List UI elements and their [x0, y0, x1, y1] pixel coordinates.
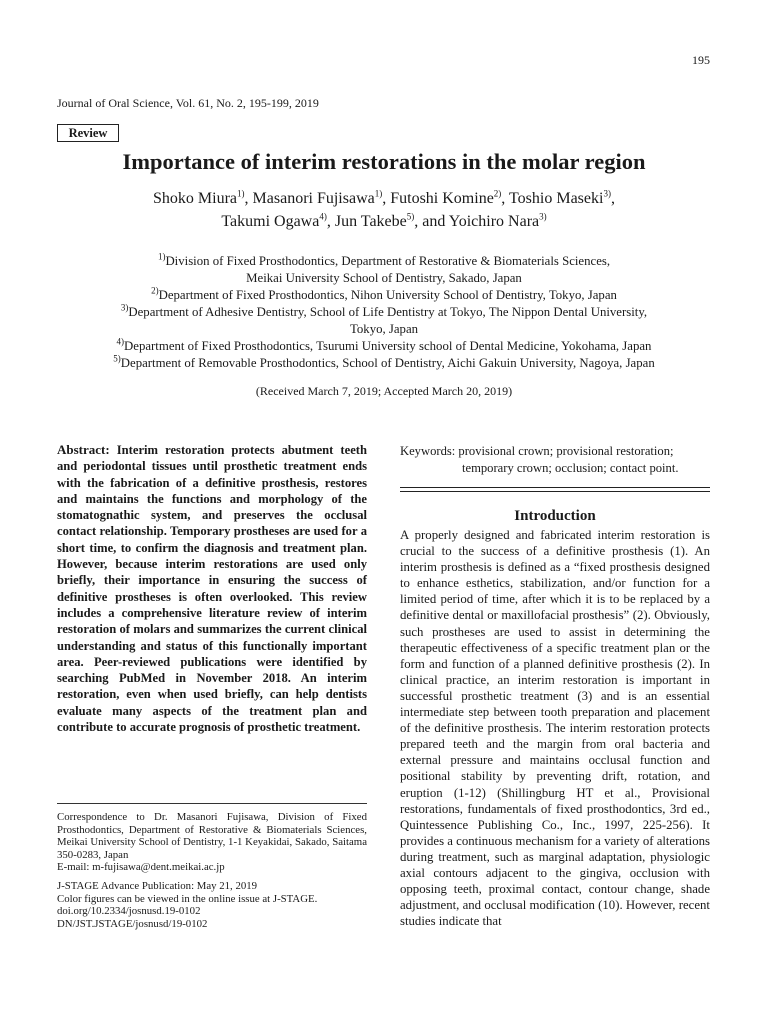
affiliation-text: Department of Fixed Prosthodontics, Nihon University School of Dentistry, Tokyo, Japan	[158, 288, 617, 302]
introduction-heading: Introduction	[514, 508, 596, 524]
email-line: E-mail: m-fujisawa@dent.meikai.ac.jp	[57, 861, 225, 874]
journal-citation: Journal of Oral Science, Vol. 61, No. 2, 195-199, 2019	[57, 96, 319, 110]
section-divider-bottom	[400, 491, 710, 492]
affiliation-text: Department of Fixed Prosthodontics, Tsurumi University school of Dental Medicine, Yokohama, Japan	[124, 339, 652, 353]
article-title: Importance of interim restorations in the molar region	[122, 149, 646, 174]
abstract	[57, 442, 367, 735]
author-separator: , and	[414, 213, 449, 230]
introduction-paragraph: A properly designed and fabricated interim restoration is crucial to the success of a definitive prosthesis (1). An interim prosthesis is defined as a “fixed prosthesis designed to enhance esthetics, stabilization, and/or function for a limited period of time, after which it is to be replaced by a definitive dental or maxillofacial prosthesis” (2). Obviously, such prostheses are used to assist in determining the therapeutic effectiveness of a specific treatment plan or the form and function of a planned definitive prosthesis (2). In clinical practice, an interim restoration is important in successful prosthetic treatment (3) and is an essential intermediate step between tooth preparation and placement of the definitive prosthesis. The interim restoration protects prepared teeth and the margin from oral bacteria and external pressure and maintains occlusal function and positional stability by preventing drift, rotation, and eruption (1-12) (Shillingburg HT et al., Provisional restorations, fundamentals of fixed prosthodontics, 3rd ed., Quintessence Publishing Co., Inc., 1997, 225-256). It provides a continuous mechanism for a variety of alterations during treatment, such as marginal adaptation, physiologic axial contours adjacent to the gingiva, occlusion with opposing teeth, proximal contact, contour change, shade adjustment, and occlusal modification (10). However, recent studies indicate that	[400, 528, 710, 929]
section-divider-top	[400, 487, 710, 488]
affiliation-text: Division of Fixed Prosthodontics, Department of Restorative & Biomaterials Sciences,	[165, 254, 611, 268]
author-list-line-2	[0, 213, 768, 231]
jstage-line: Color figures can be viewed in the online issue at J-STAGE.	[57, 892, 318, 905]
keywords-line-2: temporary crown; occlusion; contact point.	[462, 460, 679, 475]
author-separator: ,	[326, 213, 335, 230]
affiliation-item	[0, 355, 768, 372]
author-separator: ,	[244, 190, 253, 207]
page-number: 195	[692, 53, 710, 67]
affiliation-item	[0, 287, 768, 304]
jstage-line: J-STAGE Advance Publication: May 21, 2019	[57, 880, 258, 892]
abstract-label: Abstract:	[57, 442, 110, 457]
affiliation-marker: 1)	[157, 251, 166, 262]
affiliation-item	[0, 304, 768, 321]
author-affiliation-marker: 4)	[319, 211, 327, 222]
author-affiliation-marker: 1)	[374, 188, 383, 199]
affiliation-marker: 3)	[120, 302, 129, 313]
author-list-line-1	[0, 190, 768, 208]
article-type-badge: Review	[57, 124, 119, 142]
affiliation-text: Department of Adhesive Dentistry, School of Life Dentistry at Tokyo, The Nippon Dental University,	[128, 305, 648, 319]
affiliation-text-continued: Meikai University School of Dentistry, Sakado, Japan	[246, 271, 522, 285]
author-affiliation-marker: 3)	[539, 211, 547, 222]
affiliation-text: Department of Removable Prosthodontics, School of Dentistry, Aichi Gakuin University, Nagoya, Japan	[120, 356, 655, 370]
keywords	[400, 443, 712, 476]
affiliation-text-continued: Tokyo, Japan	[349, 322, 419, 336]
affiliation-item	[0, 338, 768, 355]
author-name: Shoko Miura	[153, 190, 238, 207]
author-affiliation-marker: 5)	[406, 211, 415, 222]
received-accepted-dates: (Received March 7, 2019; Accepted March 20, 2019)	[255, 384, 513, 398]
footnote-divider	[57, 803, 367, 804]
affiliations	[0, 253, 768, 372]
affiliation-marker: 2)	[151, 285, 159, 296]
author-name: Jun Takebe	[334, 213, 407, 230]
affiliation-marker: 4)	[116, 336, 125, 347]
publication-info	[57, 880, 367, 930]
author-separator: ,	[610, 190, 615, 207]
doi-line: doi.org/10.2334/josnusd.19-0102	[57, 905, 201, 918]
correspondence-note	[57, 811, 367, 874]
keywords-label: Keywords:	[400, 444, 456, 458]
author-affiliation-marker: 1)	[237, 188, 245, 199]
introduction-body	[400, 527, 710, 929]
keywords-line-1: provisional crown; provisional restoration;	[458, 444, 674, 458]
dn-line: DN/JST.JSTAGE/josnusd/19-0102	[57, 917, 208, 930]
correspondence-text: Correspondence to Dr. Masanori Fujisawa, Division of Fixed Prosthodontics, Department of Restorative & Biomaterials Sciences, Meikai University School of Dentistry, 1-1 Keyakidai, Sakado, Saitama 350-0283, Japan	[57, 811, 367, 861]
author-affiliation-marker: 2)	[493, 188, 502, 199]
affiliation-marker: 5)	[113, 353, 121, 364]
author-name: Futoshi Komine	[390, 190, 494, 207]
author-separator: ,	[501, 190, 510, 207]
author-name: Toshio Maseki	[509, 190, 604, 207]
author-separator: ,	[382, 190, 391, 207]
author-name: Yoichiro Nara	[448, 213, 540, 230]
author-name: Takumi Ogawa	[221, 213, 320, 230]
author-name: Masanori Fujisawa	[252, 190, 375, 207]
affiliation-item	[0, 253, 768, 270]
abstract-text: Interim restoration protects abutment teeth and periodontal tissues until prosthetic treatment ends with the fabrication of a definitive prosthesis, restores and maintains the functions and morphology of the stomatognathic system, and preserves the occlusal contact relationship. Temporary prostheses are used for a short time, to confirm the diagnosis and treatment plan. However, because interim restorations are used only briefly, their importance in ensuring the success of definitive prostheses is often overlooked. This review includes a comprehensive literature review of interim restoration of molars and summarizes the current clinical understanding and status of this functionally important area. Peer-reviewed publications were identified by searching PubMed in November 2018. An interim restoration, even when used briefly, can help dentists evaluate many aspects of the treatment plan and contribute to accurate prognosis of prosthetic treatment.	[57, 443, 367, 735]
author-affiliation-marker: 3)	[603, 188, 611, 199]
